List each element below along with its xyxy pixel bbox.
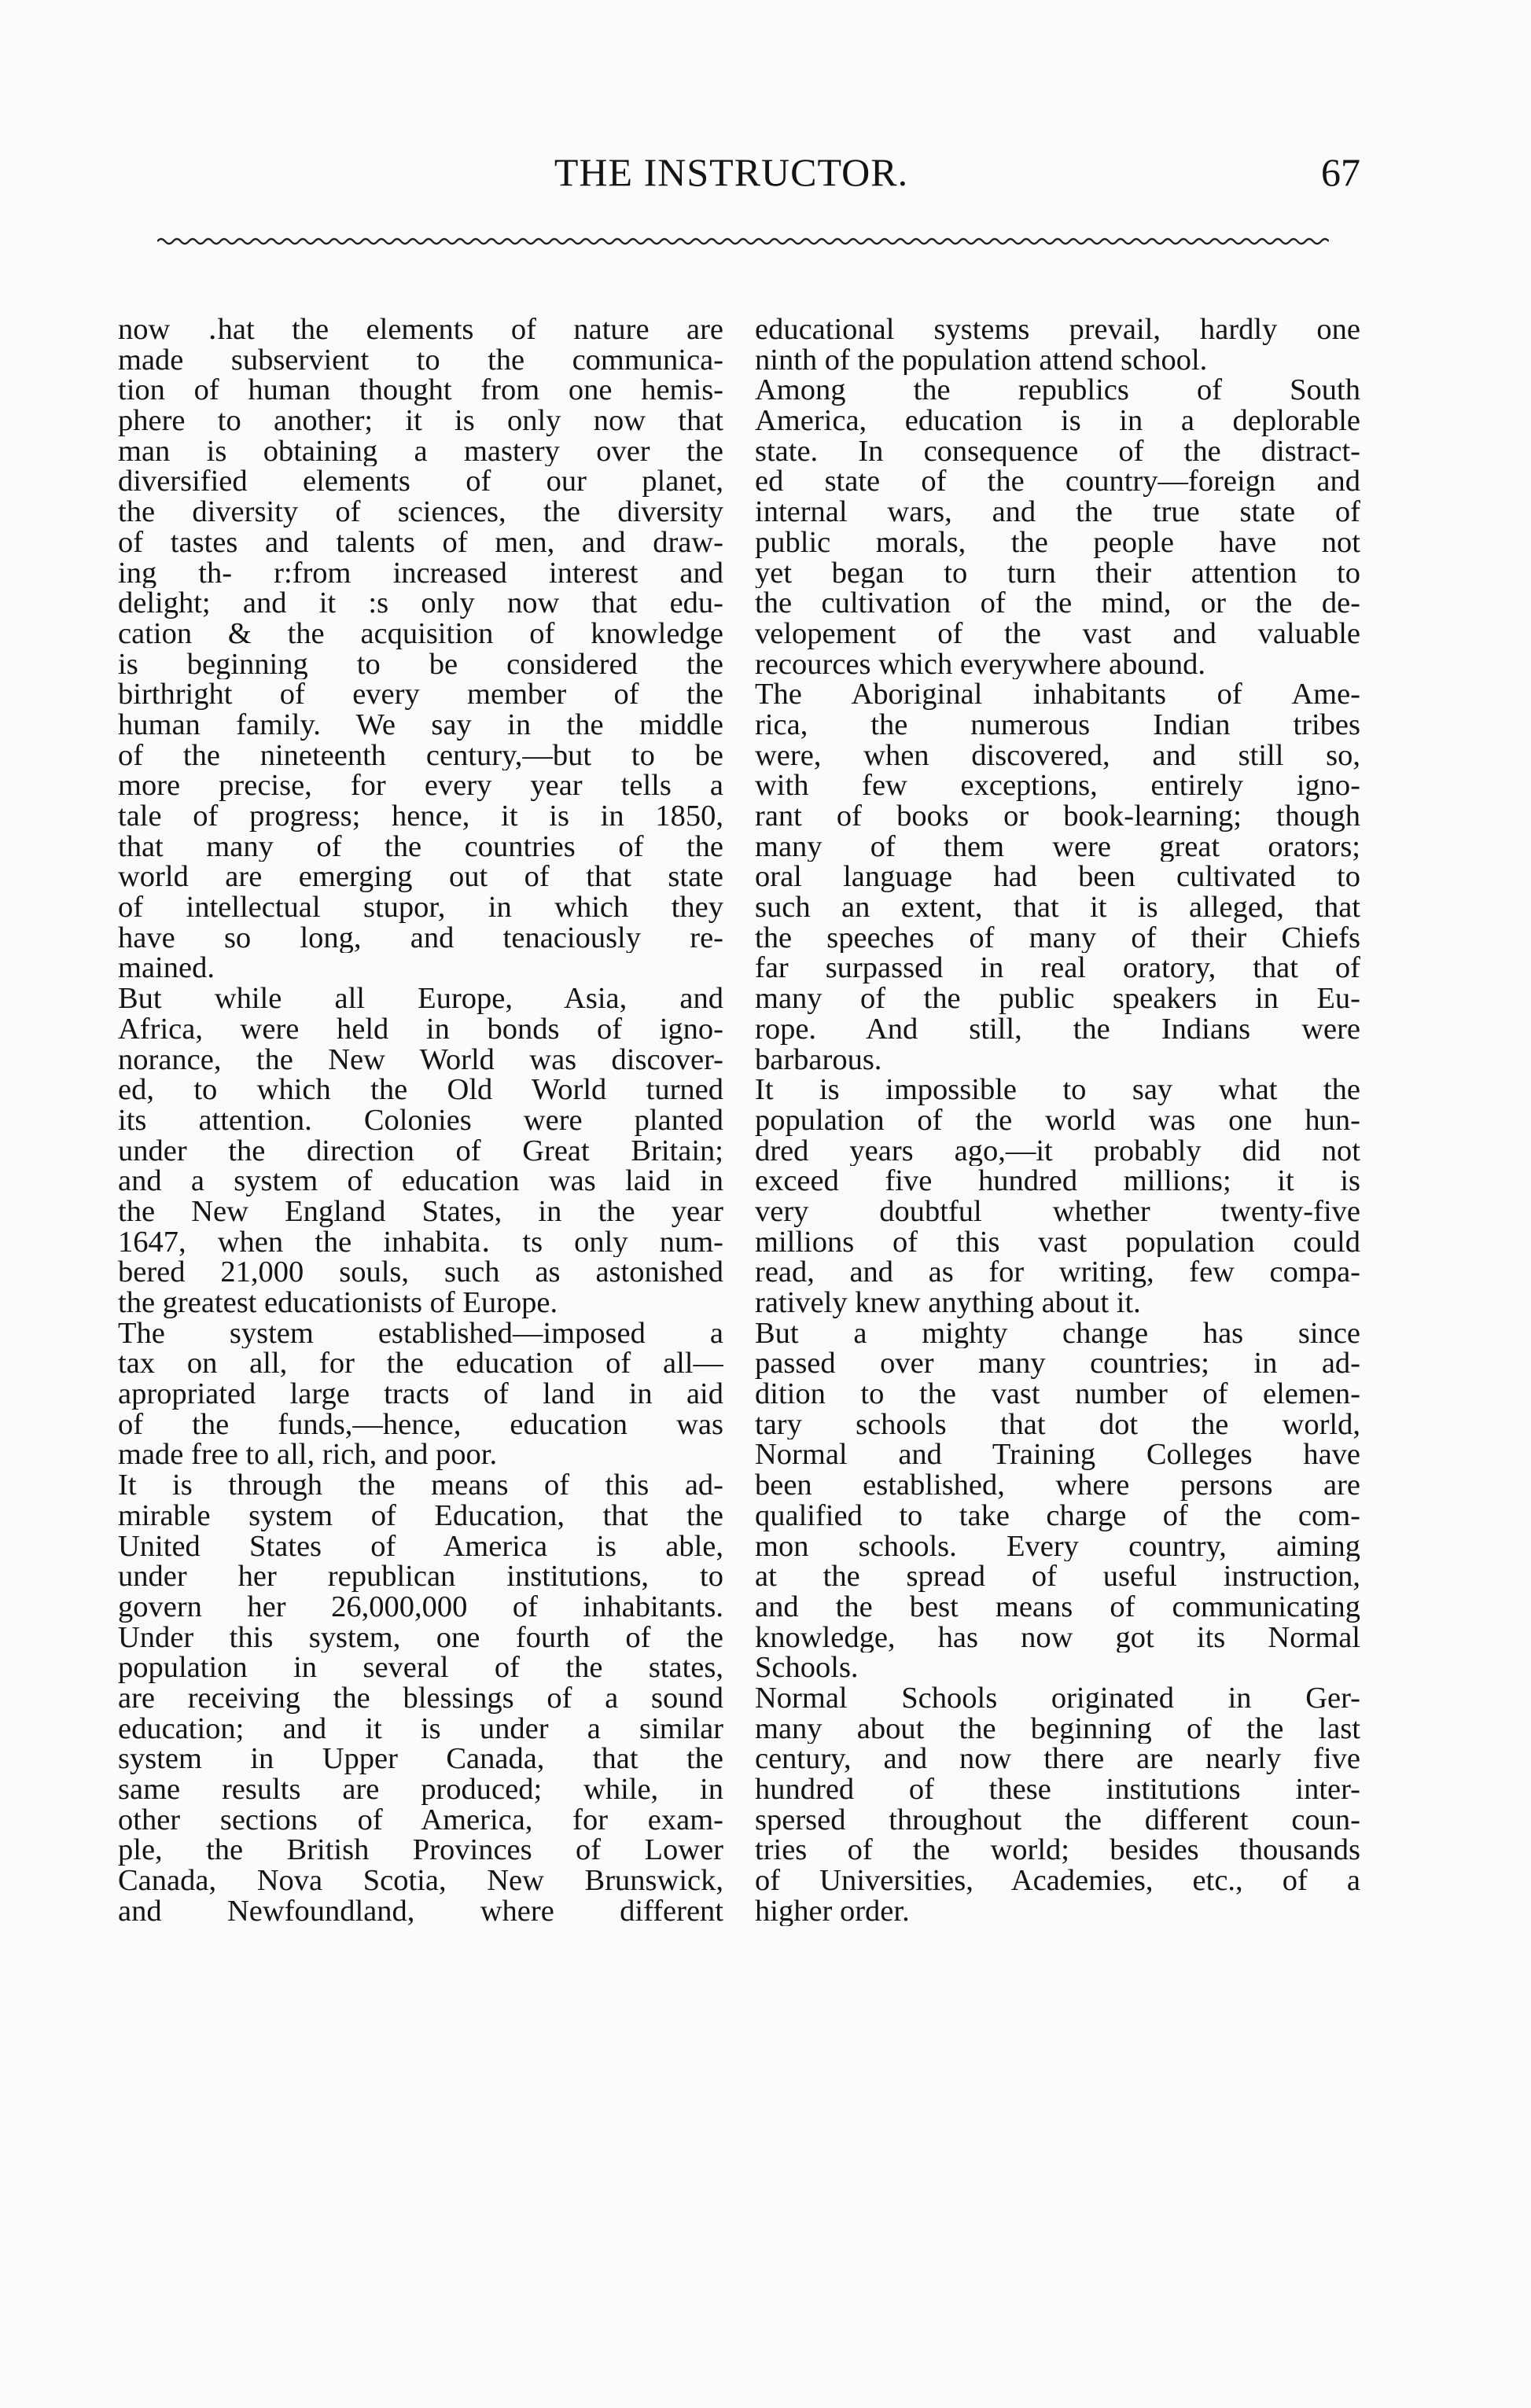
text-line: many of them were great orators; bbox=[755, 831, 1360, 862]
text-line: the New England States, in the year bbox=[118, 1196, 723, 1227]
text-line: birthright of every member of the bbox=[118, 679, 723, 710]
text-line: state. In consequence of the distract- bbox=[755, 436, 1360, 467]
text-line: The system established—imposed a bbox=[118, 1318, 723, 1349]
right-column bbox=[755, 314, 1360, 1926]
text-line: higher order. bbox=[755, 1895, 910, 1927]
text-line: read, and as for writing, few compa- bbox=[755, 1257, 1360, 1288]
text-line: such an extent, that it is alleged, that bbox=[755, 892, 1360, 923]
text-line: But while all Europe, Asia, and bbox=[118, 983, 723, 1014]
text-line: many about the beginning of the last bbox=[755, 1713, 1360, 1744]
text-line: the speeches of many of their Chiefs bbox=[755, 922, 1360, 954]
text-line: of tastes and talents of men, and draw- bbox=[118, 527, 723, 558]
text-line: 1647, when the inhabita․ ts only num- bbox=[118, 1226, 723, 1258]
text-line: norance, the New World was discover- bbox=[118, 1044, 723, 1075]
page-number: 67 bbox=[1321, 150, 1360, 194]
page-header bbox=[102, 149, 1360, 204]
text-line: its attention. Colonies were planted bbox=[118, 1105, 723, 1136]
text-line: ninth of the population attend school. bbox=[755, 344, 1208, 376]
text-line: and the best means of communicating bbox=[755, 1591, 1360, 1623]
text-line: govern her 26,000,000 of inhabitants. bbox=[118, 1591, 723, 1623]
running-title: THE INSTRUCTOR. bbox=[554, 150, 909, 194]
text-line: of the nineteenth century,—but to be bbox=[118, 740, 723, 771]
text-line: qualified to take charge of the com- bbox=[755, 1500, 1360, 1531]
text-line: Normal and Training Colleges have bbox=[755, 1439, 1360, 1471]
text-line: yet began to turn their attention to bbox=[755, 557, 1360, 589]
text-line: velopement of the vast and valuable bbox=[755, 618, 1360, 649]
left-column bbox=[118, 314, 723, 1926]
text-line: century, and now there are nearly five bbox=[755, 1744, 1360, 1774]
text-line: Under this system, one fourth of the bbox=[118, 1622, 723, 1653]
text-line: It is through the means of this ad- bbox=[118, 1470, 723, 1501]
text-line: with few exceptions, entirely igno- bbox=[755, 770, 1360, 801]
text-line: were, when discovered, and still so, bbox=[755, 740, 1360, 771]
text-line: oral language had been cultivated to bbox=[755, 862, 1360, 893]
text-line: knowledge, has now got its Normal bbox=[755, 1622, 1360, 1653]
text-line: more precise, for every year tells a bbox=[118, 770, 723, 801]
text-line: passed over many countries; in ad- bbox=[755, 1348, 1360, 1380]
text-line: education; and it is under a similar bbox=[118, 1713, 723, 1744]
text-line: under the direction of Great Britain; bbox=[118, 1135, 723, 1167]
text-line: is beginning to be considered the bbox=[118, 649, 723, 680]
text-line: mained. bbox=[118, 953, 215, 984]
text-line: ed state of the country—foreign and bbox=[755, 466, 1360, 498]
text-line: been established, where persons are bbox=[755, 1470, 1360, 1501]
text-line: of Universities, Academies, etc., of a bbox=[755, 1866, 1360, 1896]
text-line: tax on all, for the education of all— bbox=[118, 1348, 723, 1380]
text-line: very doubtful whether twenty-five bbox=[755, 1196, 1360, 1227]
text-line: now ․hat the elements of nature are bbox=[118, 314, 723, 345]
text-line: and Newfoundland, where different bbox=[118, 1895, 723, 1927]
text-line: tary schools that dot the world, bbox=[755, 1409, 1360, 1440]
text-line: mon schools. Every country, aiming bbox=[755, 1531, 1360, 1562]
text-line: at the spread of useful instruction, bbox=[755, 1561, 1360, 1592]
text-line: apropriated large tracts of land in aid bbox=[118, 1379, 723, 1410]
text-line: dition to the vast number of elemen- bbox=[755, 1379, 1360, 1410]
text-line: United States of America is able, bbox=[118, 1531, 723, 1562]
text-line: tale of progress; hence, it is in 1850, bbox=[118, 801, 723, 832]
text-line: system in Upper Canada, that the bbox=[118, 1744, 723, 1774]
text-line: the diversity of sciences, the diversity bbox=[118, 497, 723, 528]
text-line: tion of human thought from one hemis- bbox=[118, 375, 723, 406]
text-line: and a system of education was laid in bbox=[118, 1166, 723, 1197]
text-line: spersed throughout the different coun- bbox=[755, 1804, 1360, 1836]
text-line: of intellectual stupor, in which they bbox=[118, 892, 723, 923]
text-line: population in several of the states, bbox=[118, 1653, 723, 1683]
text-line: far surpassed in real oratory, that of bbox=[755, 953, 1360, 984]
text-line: phere to another; it is only now that bbox=[118, 406, 723, 436]
text-line: The Aboriginal inhabitants of Ame- bbox=[755, 679, 1360, 710]
text-line: human family. We say in the middle bbox=[118, 709, 723, 741]
text-line: hundred of these institutions inter- bbox=[755, 1774, 1360, 1805]
text-line: world are emerging out of that state bbox=[118, 862, 723, 893]
text-line: America, education is in a deplorable bbox=[755, 406, 1360, 436]
text-line: rant of books or book-learning; though bbox=[755, 801, 1360, 832]
text-line: rope. And still, the Indians were bbox=[755, 1013, 1360, 1045]
text-line: barbarous. bbox=[755, 1044, 882, 1075]
text-line: ed, to which the Old World turned bbox=[118, 1075, 723, 1105]
text-line: man is obtaining a mastery over the bbox=[118, 436, 723, 467]
text-line: Canada, Nova Scotia, New Brunswick, bbox=[118, 1866, 723, 1896]
text-line: educational systems prevail, hardly one bbox=[755, 314, 1360, 345]
text-line: millions of this vast population could bbox=[755, 1226, 1360, 1258]
decorative-wavy-rule bbox=[157, 236, 1329, 247]
text-line: But a mighty change has since bbox=[755, 1318, 1360, 1349]
text-line: made free to all, rich, and poor. bbox=[118, 1439, 498, 1471]
text-line: ple, the British Provinces of Lower bbox=[118, 1835, 723, 1866]
text-line: have so long, and tenaciously re- bbox=[118, 922, 723, 954]
text-line: other sections of America, for exam- bbox=[118, 1804, 723, 1836]
text-line: are receiving the blessings of a sound bbox=[118, 1682, 723, 1714]
text-line: made subservient to the communica- bbox=[118, 344, 723, 376]
text-line: cation & the acquisition of knowledge bbox=[118, 618, 723, 649]
text-line: ratively knew anything about it. bbox=[755, 1288, 1141, 1318]
text-line: exceed five hundred millions; it is bbox=[755, 1166, 1360, 1197]
text-line: the cultivation of the mind, or the de- bbox=[755, 588, 1360, 619]
text-line: rica, the numerous Indian tribes bbox=[755, 709, 1360, 741]
text-line: delight; and it :s only now that edu- bbox=[118, 588, 723, 619]
text-line: Normal Schools originated in Ger- bbox=[755, 1682, 1360, 1714]
text-line: Schools. bbox=[755, 1653, 859, 1683]
text-line: mirable system of Education, that the bbox=[118, 1500, 723, 1531]
text-line: many of the public speakers in Eu- bbox=[755, 983, 1360, 1014]
text-line: the greatest educationists of Europe. bbox=[118, 1288, 558, 1318]
text-line: of the funds,—hence, education was bbox=[118, 1409, 723, 1440]
text-line: public morals, the people have not bbox=[755, 527, 1360, 558]
text-line: internal wars, and the true state of bbox=[755, 497, 1360, 528]
text-line: same results are produced; while, in bbox=[118, 1774, 723, 1805]
text-line: tries of the world; besides thousands bbox=[755, 1835, 1360, 1866]
text-line: It is impossible to say what the bbox=[755, 1075, 1360, 1105]
text-line: Among the republics of South bbox=[755, 375, 1360, 406]
text-line: dred years ago,—it probably did not bbox=[755, 1135, 1360, 1167]
text-line: recources which everywhere abound. bbox=[755, 649, 1205, 680]
text-line: under her republican institutions, to bbox=[118, 1561, 723, 1592]
text-line: that many of the countries of the bbox=[118, 831, 723, 862]
text-line: Africa, were held in bonds of igno- bbox=[118, 1013, 723, 1045]
text-line: ing th- r:from increased interest and bbox=[118, 557, 723, 589]
text-line: population of the world was one hun- bbox=[755, 1105, 1360, 1136]
text-line: bered 21,000 souls, such as astonished bbox=[118, 1257, 723, 1288]
text-line: diversified elements of our planet, bbox=[118, 466, 723, 498]
